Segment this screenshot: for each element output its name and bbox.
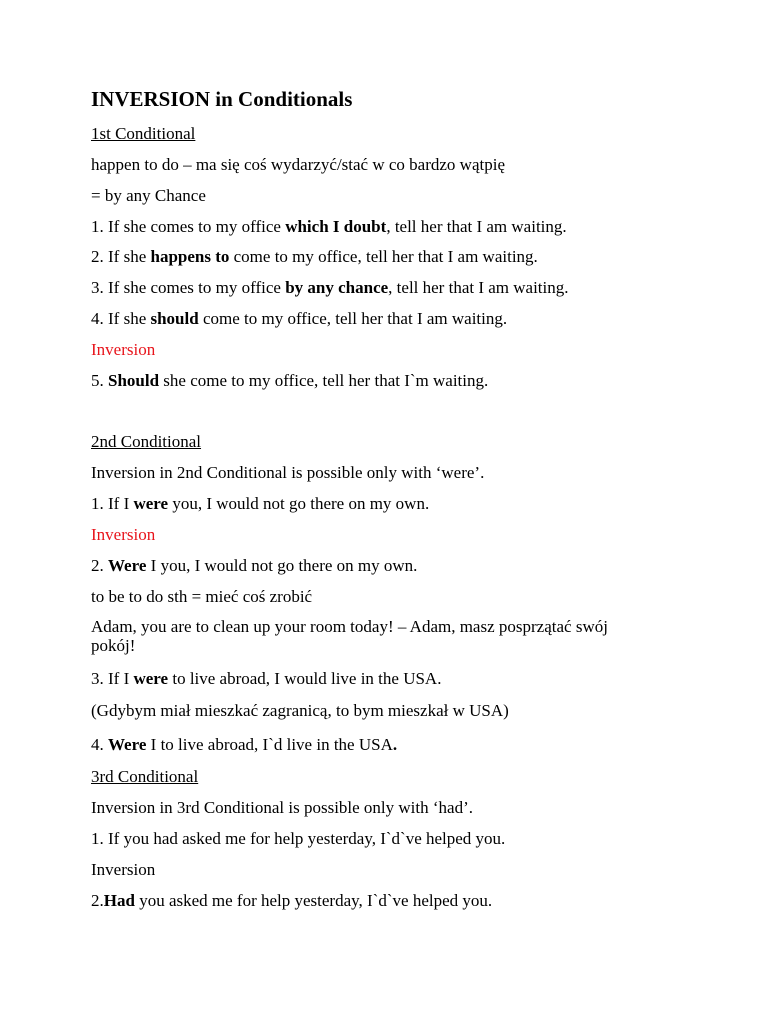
example-sentence: 5. Should she come to my office, tell her that I`m waiting. — [91, 371, 489, 390]
inversion-label: Inversion — [91, 340, 156, 359]
example-sentence: 1. If she comes to my office which I doubt, tell her that I am waiting. — [91, 217, 567, 236]
section-heading-2nd-conditional: 2nd Conditional — [91, 432, 202, 451]
translation-line: (Gdybym miał mieszkać zagranicą, to bym mieszkał w USA) — [91, 701, 509, 720]
page-title: INVERSION in Conditionals — [91, 87, 353, 111]
example-sentence: 2.Had you asked me for help yesterday, I`d`ve helped you. — [91, 891, 493, 910]
example-sentence: 4. If she should come to my office, tell her that I am waiting. — [91, 309, 508, 328]
inversion-label: Inversion — [91, 525, 156, 544]
example-sentence: 1. If you had asked me for help yesterday, I`d`ve helped you. — [91, 829, 506, 848]
section-intro: Inversion in 3rd Conditional is possible only with ‘had’. — [91, 798, 473, 817]
example-sentence: 1. If I were you, I would not go there on my own. — [91, 494, 430, 513]
definition-line: happen to do – ma się coś wydarzyć/stać w co bardzo wątpię — [91, 155, 505, 174]
example-sentence: 2. Were I you, I would not go there on my own. — [91, 556, 418, 575]
example-sentence: 4. Were I to live abroad, I`d live in the USA. — [91, 735, 398, 754]
definition-line: = by any Chance — [91, 186, 206, 205]
example-paragraph: Adam, you are to clean up your room today! – Adam, masz posprzątać swój pokój! — [91, 617, 608, 655]
definition-line: to be to do sth = mieć coś zrobić — [91, 587, 313, 606]
example-sentence: 3. If I were to live abroad, I would live in the USA. — [91, 669, 442, 688]
example-sentence: 2. If she happens to come to my office, tell her that I am waiting. — [91, 247, 538, 266]
section-intro: Inversion in 2nd Conditional is possible only with ‘were’. — [91, 463, 485, 482]
inversion-label: Inversion — [91, 860, 156, 879]
section-heading-1st-conditional: 1st Conditional — [91, 124, 196, 143]
example-sentence: 3. If she comes to my office by any chance, tell her that I am waiting. — [91, 278, 569, 297]
section-heading-3rd-conditional: 3rd Conditional — [91, 767, 199, 786]
